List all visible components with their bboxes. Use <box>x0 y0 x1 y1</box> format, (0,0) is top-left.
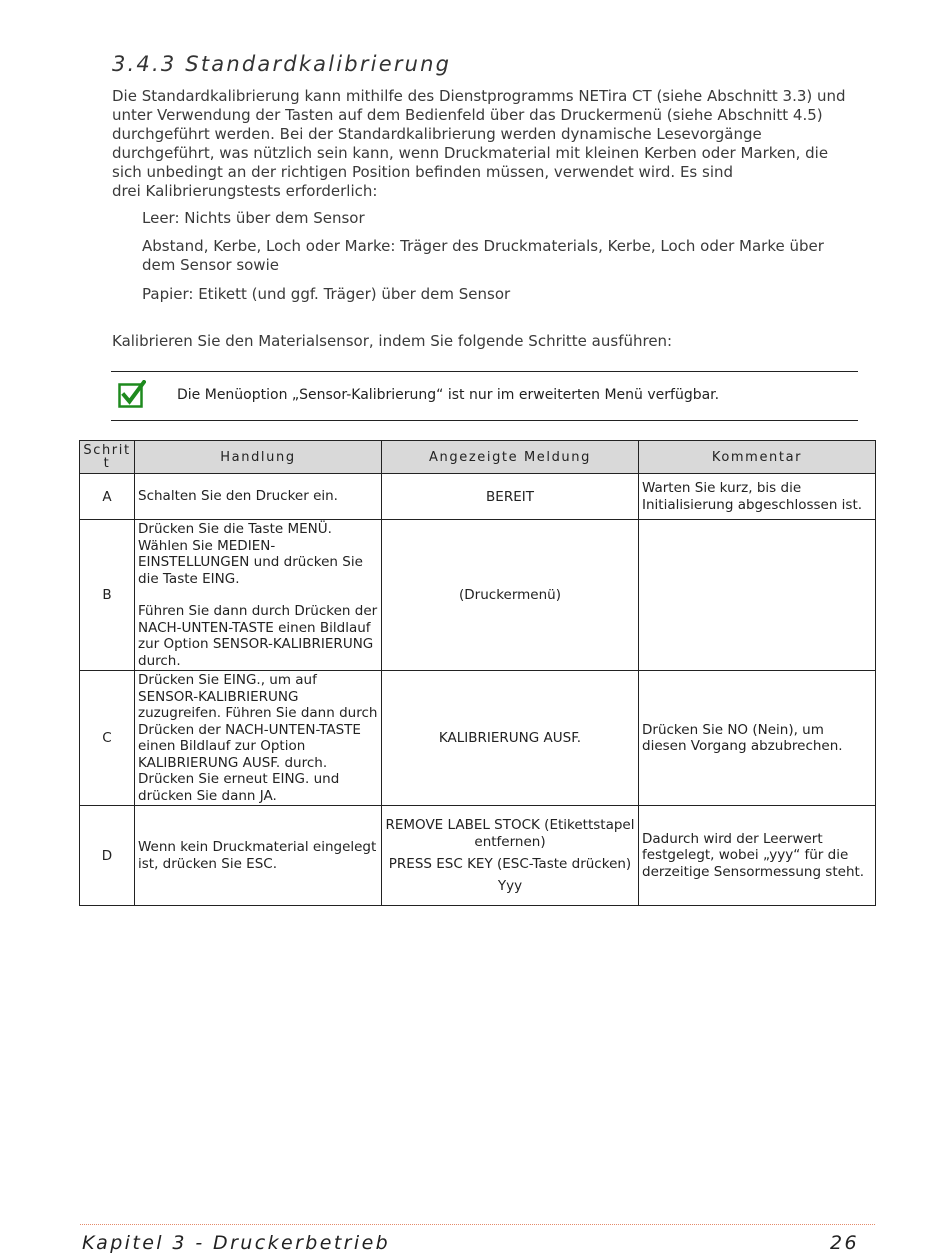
intro-line: durchgeführt, was nützlich sein kann, wenn Druckmaterial mit kleinen Kerben oder Marken, die <box>112 144 829 162</box>
test-item-gap: Abstand, Kerbe, Loch oder Marke: Träger des Druckmaterials, Kerbe, Loch oder Marke über dem Sensor sowie <box>142 237 824 274</box>
action-paragraph: Führen Sie dann durch Drücken der NACH-UNTEN-TASTE einen Bildlauf zur Option SENSOR-KALIBRIERUNG durch. <box>138 603 378 669</box>
calibration-steps-table <box>79 440 876 906</box>
message-line: Yyy <box>497 877 523 894</box>
footer-chapter: Kapitel 3 - Druckerbetrieb <box>82 1232 391 1254</box>
message-line: REMOVE LABEL STOCK (Etikettstapel entfernen) <box>385 816 635 850</box>
header-step <box>80 441 135 474</box>
action-paragraph: Drücken Sie die Taste MENÜ. Wählen Sie MEDIEN-EINSTELLUNGEN und drücken Sie die Taste EING. <box>138 521 363 587</box>
message-cell: BEREIT <box>382 474 639 520</box>
step-cell: A <box>80 474 135 520</box>
footer-divider <box>80 1224 875 1225</box>
steps-lead-text: Kalibrieren Sie den Materialsensor, indem Sie folgende Schritte ausführen: <box>112 332 673 350</box>
comment-cell: Dadurch wird der Leerwert festgelegt, wobei „yyy“ für die derzeitige Sensormessung steht. <box>639 806 876 906</box>
comment-cell: Drücken Sie NO (Nein), um diesen Vorgang abzubrechen. <box>639 671 876 806</box>
step-cell: D <box>80 806 135 906</box>
step-cell: C <box>80 671 135 806</box>
message-cell <box>382 806 639 906</box>
action-cell: Drücken Sie EING., um auf SENSOR-KALIBRIERUNG zuzugreifen. Führen Sie dann durch Drücken der NACH-UNTEN-TASTE einen Bildlauf zur Option KALIBRIERUNG AUSF. durch. Drücken Sie erneut EING. und drücken Sie dann JA. <box>135 671 382 806</box>
message-cell: KALIBRIERUNG AUSF. <box>382 671 639 806</box>
intro-line: sich unbedingt an der richtigen Position befinden müssen, verwendet wird. Es sind <box>112 163 734 181</box>
table-header-row <box>80 441 876 474</box>
header-comment: Kommentar <box>639 441 876 474</box>
note-box <box>111 371 858 421</box>
test-item-paper: Papier: Etikett (und ggf. Träger) über dem Sensor <box>142 285 511 303</box>
comment-cell: Warten Sie kurz, bis die Initialisierung abgeschlossen ist. <box>639 474 876 520</box>
step-cell: B <box>80 520 135 671</box>
action-cell: Schalten Sie den Drucker ein. <box>135 474 382 520</box>
comment-cell <box>639 520 876 671</box>
intro-line: unter Verwendung der Tasten auf dem Bedienfeld über das Druckermenü (siehe Abschnitt 4.5) <box>112 106 823 124</box>
table-row <box>80 474 876 520</box>
message-cell: (Druckermenü) <box>382 520 639 671</box>
action-cell: Wenn kein Druckmaterial eingelegt ist, drücken Sie ESC. <box>135 806 382 906</box>
intro-line: durchgeführt werden. Bei der Standardkalibrierung werden dynamische Lesevorgänge <box>112 125 762 143</box>
intro-line: Die Standardkalibrierung kann mithilfe des Dienstprogramms NETira CT (siehe Abschnitt 3.3) und <box>112 87 846 105</box>
table-row <box>80 671 876 806</box>
intro-paragraph <box>112 87 872 201</box>
intro-line: drei Kalibrierungstests erforderlich: <box>112 182 378 200</box>
header-step-line: Schrit <box>83 443 131 458</box>
table-row <box>80 520 876 671</box>
green-checkmark-icon <box>118 380 146 408</box>
section-heading: 3.4.3 Standardkalibrierung <box>112 52 452 76</box>
table-row <box>80 806 876 906</box>
header-action: Handlung <box>135 441 382 474</box>
action-cell <box>135 520 382 671</box>
message-line: PRESS ESC KEY (ESC-Taste drücken) <box>388 855 632 872</box>
footer-page-number: 26 <box>830 1232 859 1254</box>
header-step-line: t <box>103 456 111 471</box>
test-item-empty: Leer: Nichts über dem Sensor <box>142 209 365 227</box>
header-message: Angezeigte Meldung <box>382 441 639 474</box>
note-text: Die Menüoption „Sensor-Kalibrierung“ ist nur im erweiterten Menü verfügbar. <box>177 387 720 403</box>
